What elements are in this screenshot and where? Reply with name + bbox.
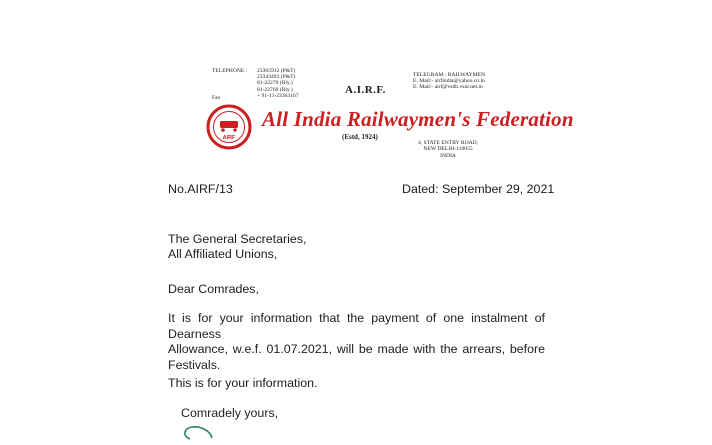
email-line: E. Mail:- airf@vsdh.vsnl.net.in xyxy=(413,84,483,91)
telegram-line: TELEGRAM : RAILWAYMEN xyxy=(413,72,486,78)
federation-emblem-logo xyxy=(206,104,252,150)
salutation: Dear Comrades, xyxy=(168,282,259,296)
signature-mark xyxy=(176,424,220,440)
information-line: This is for your information. xyxy=(168,376,318,390)
telephone-number: + 91-11-23363167 xyxy=(257,92,299,99)
telephone-number: 23343493 (P&T) xyxy=(257,74,296,81)
paragraph-line: Festivals. xyxy=(168,357,221,372)
addressee-line: The General Secretaries, xyxy=(168,232,307,246)
telephone-number: 81-22769 (Rly.) xyxy=(257,86,293,93)
body-paragraph xyxy=(168,311,545,373)
closing-line: Comradely yours, xyxy=(181,406,279,420)
fax-label: Fax xyxy=(212,95,221,101)
telephone-number: 23365912 (P&T) xyxy=(257,68,296,74)
addressee-line: All Affiliated Unions, xyxy=(168,247,278,261)
address-line: NEW DELHI-110055 xyxy=(423,146,473,153)
telephone-numbers xyxy=(257,68,299,99)
org-abbreviation: A.I.R.F. xyxy=(345,84,386,96)
telephone-number: 81-22270 (Rly.) xyxy=(257,80,293,87)
paragraph-line: It is for your information that the payment of one instalment of Dearness xyxy=(168,311,545,341)
address-line: 4, STATE ENTRY ROAD, xyxy=(418,140,479,146)
reference-number: No.AIRF/13 xyxy=(168,182,233,196)
federation-name: All India Railwaymen's Federation xyxy=(262,107,574,131)
emblem-text: AIRF xyxy=(222,135,236,141)
paragraph-line: Allowance, w.e.f. 01.07.2021, will be made with the arrears, before xyxy=(168,342,545,356)
telephone-label: TELEPHONE : xyxy=(212,68,248,74)
address-block xyxy=(418,140,478,159)
established-year: (Estd, 1924) xyxy=(342,133,378,141)
letter-date: Dated: September 29, 2021 xyxy=(402,182,555,196)
address-line: INDIA xyxy=(440,152,456,159)
email-line: E. Mail:- airfindia@yahoo.co.in xyxy=(413,78,485,85)
telegram-email-block xyxy=(413,72,485,91)
